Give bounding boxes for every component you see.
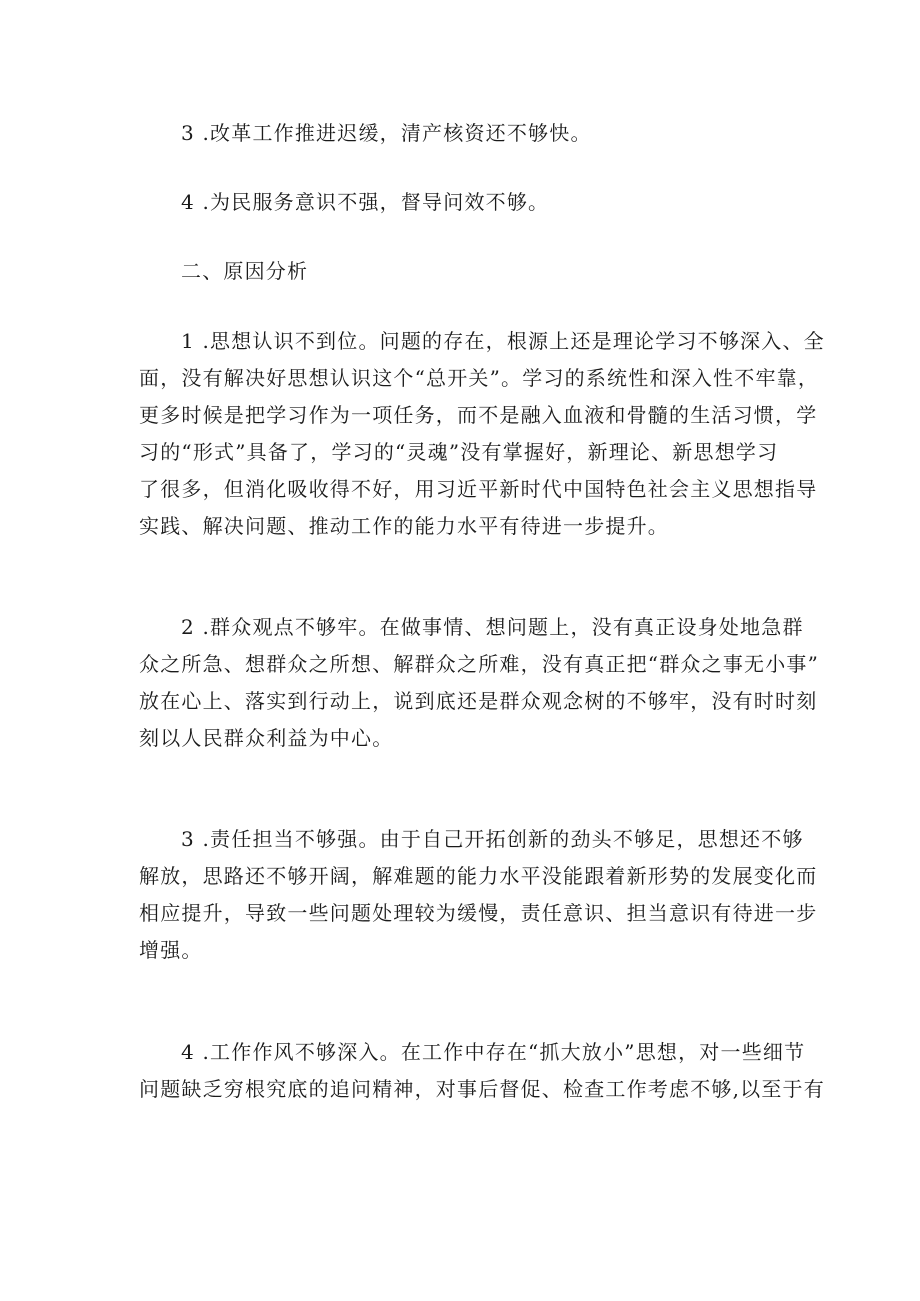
- paragraph-line: 3 .责任担当不够强。由于自己开拓创新的劲头不够足，思想还不够: [181, 827, 804, 851]
- paragraph-line: 相应提升，导致一些问题处理较为缓慢，责任意识、担当意识有待进一步: [139, 901, 818, 925]
- paragraph-line: 3 .改革工作推进迟缓，清产核资还不够快。: [181, 121, 592, 145]
- paragraph-line: 实践、解决问题、推动工作的能力水平有待进一步提升。: [139, 514, 669, 538]
- paragraph-line: 2 .群众观点不够牢。在做事情、想问题上，没有真正设身处地急群: [181, 615, 804, 639]
- paragraph-line: 众之所急、想群众之所想、解群众之所难，没有真正把“群众之事无小事”: [139, 652, 820, 676]
- cause-item-2: [139, 609, 820, 757]
- paragraph-line: 4 .为民服务意识不强，督导问效不够。: [181, 190, 550, 214]
- paragraph-line: 面，没有解决好思想认识这个“总开关”。学习的系统性和深入性不牢靠，: [139, 366, 820, 390]
- paragraph-line: 刻以人民群众利益为中心。: [139, 726, 394, 750]
- problem-item-3: [139, 115, 791, 152]
- paragraph-line: 放在心上、落实到行动上，说到底还是群众观念树的不够牢，没有时时刻: [139, 689, 818, 713]
- paragraph-line: 了很多，但消化吸收得不好，用习近平新时代中国特色社会主义思想指导: [139, 477, 818, 501]
- heading-text: 二、原因分析: [181, 259, 309, 283]
- paragraph-line: 1 .思想认识不到位。问题的存在，根源上还是理论学习不够深入、全: [181, 329, 825, 353]
- problem-item-4: [139, 184, 791, 221]
- cause-item-4: [139, 1034, 825, 1108]
- cause-item-3: [139, 821, 818, 969]
- paragraph-line: 解放，思路还不够开阔，解难题的能力水平没能跟着新形势的发展变化而: [139, 864, 818, 888]
- section-heading: [139, 253, 791, 290]
- cause-item-1: [139, 323, 825, 545]
- paragraph-line: 问题缺乏穷根究底的追问精神，对事后督促、检查工作考虑不够,以至于有: [139, 1077, 825, 1101]
- paragraph-line: 更多时候是把学习作为一项任务，而不是融入血液和骨髓的生活习惯，学: [139, 403, 818, 427]
- paragraph-line: 4 .工作作风不够深入。在工作中存在“抓大放小”思想，对一些细节: [181, 1040, 806, 1064]
- paragraph-line: 习的“形式”具备了，学习的“灵魂”没有掌握好，新理论、新思想学习: [139, 440, 779, 464]
- paragraph-line: 增强。: [139, 938, 203, 962]
